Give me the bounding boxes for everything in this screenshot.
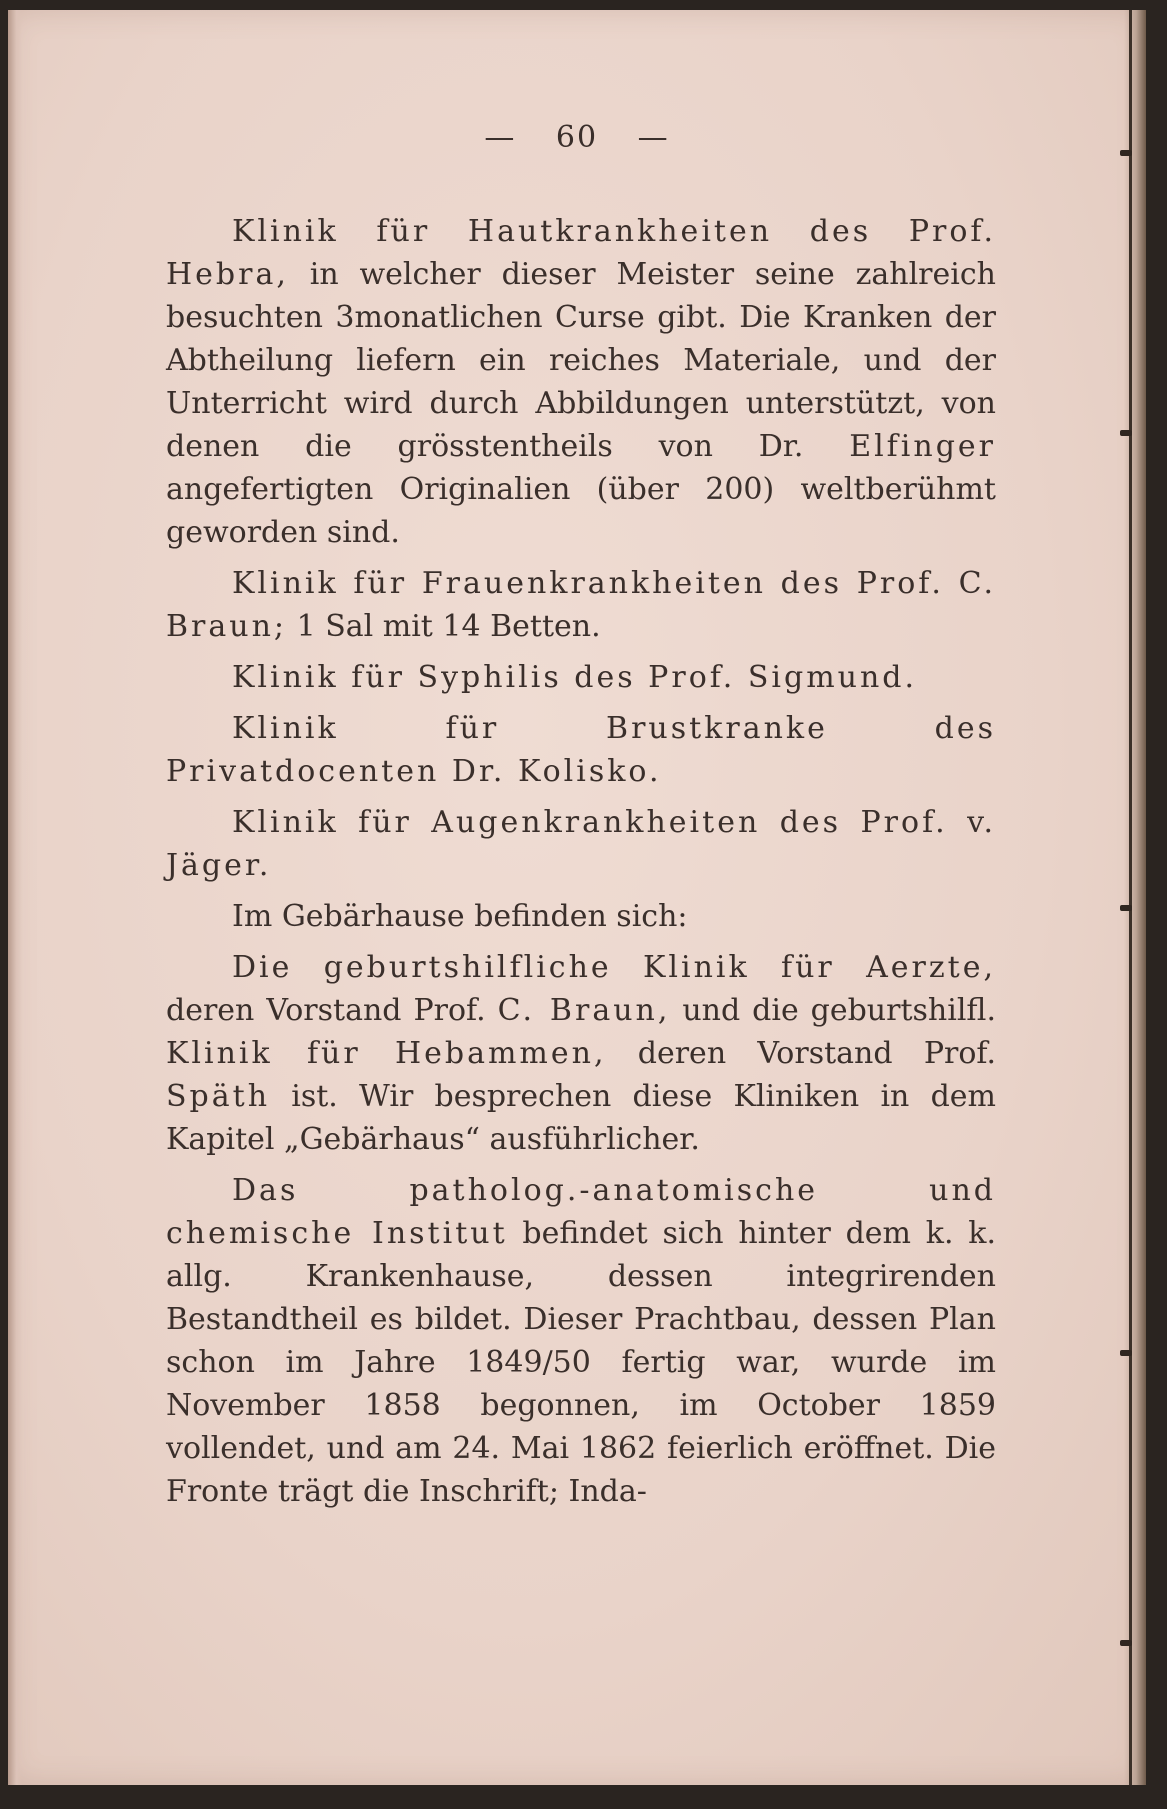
- paragraph: [166, 656, 996, 699]
- paragraph-text: befindet sich hinter dem k. k. allg. Krankenhause, dessen integrirenden Bestandtheil es bildet. Dieser Prachtbau, dessen Plan schon im Jahre 1849/50 fertig war, wurde im November 1858 begonnen, im October 1859 vollendet, und am 24. Mai 1862 feierlich eröffnet. Die Fronte trägt die Inschrift; Inda-: [166, 1216, 996, 1509]
- clinic-name: Klinik für Hebammen,: [166, 1036, 607, 1071]
- paragraph: [166, 562, 996, 648]
- clinic-name: Klinik für Hautkrankheiten des Prof. Hebra,: [166, 214, 996, 292]
- person-name: C. Braun,: [497, 993, 671, 1028]
- header-dash-left: —: [484, 120, 517, 155]
- page-header: [8, 120, 1146, 155]
- person-name: Späth: [166, 1079, 271, 1114]
- paragraph-text: in welcher dieser Meister seine zahlreich besuchten 3monatlichen Curse gibt. Die Kranken der Abtheilung liefern ein reiches Materiale, und der Unterricht wird durch Abbildungen unterstützt, von denen die grösstentheils von Dr.: [166, 257, 996, 464]
- paragraph-text: deren Vorstand Prof.: [606, 1036, 996, 1071]
- binding-line: [1129, 10, 1132, 1785]
- institute-name: Das patholog.-anatomische und chemische Institut: [166, 1173, 996, 1251]
- clinic-name: Klinik für Brustkranke des Privatdocenten Dr. Kolisko.: [166, 711, 996, 789]
- page-right-edge: [1124, 10, 1146, 1785]
- paragraph-text: Im Gebärhause befinden sich:: [232, 899, 688, 934]
- paragraph: [166, 946, 996, 1161]
- clinic-name: Klinik für Syphilis des Prof. Sigmund.: [232, 660, 918, 695]
- page-number: 60: [555, 120, 599, 155]
- binding-stitch: [1120, 1350, 1132, 1356]
- clinic-name: Klinik für Frauenkrankheiten des Prof. C. Braun;: [166, 566, 996, 644]
- paragraph: [166, 1169, 996, 1513]
- binding-stitch: [1120, 1640, 1132, 1646]
- binding-stitch: [1120, 905, 1132, 911]
- binding-stitch: [1120, 430, 1132, 436]
- paragraph-text: ist. Wir besprechen diese Kliniken in dem Kapitel „Gebärhaus“ ausführlicher.: [166, 1079, 996, 1157]
- paragraph: [166, 895, 996, 938]
- clinic-name: Klinik für Augenkrankheiten des Prof. v. Jäger.: [166, 805, 996, 883]
- paragraph: [166, 210, 996, 554]
- paragraph-text: deren Vorstand Prof.: [166, 993, 498, 1028]
- paragraph-text: und die geburtshilfl.: [670, 993, 996, 1028]
- page-body: [166, 210, 996, 1515]
- paragraph-text: angefertigten Originalien (über 200) weltberühmt geworden sind.: [166, 472, 996, 550]
- paragraph-text: 1 Sal mit 14 Betten.: [287, 609, 601, 644]
- person-name: Elfinger: [849, 429, 996, 464]
- book-page: [8, 10, 1146, 1785]
- clinic-name: Die geburtshilfliche Klinik für Aerzte,: [232, 950, 996, 985]
- page-left-edge: [8, 10, 22, 1785]
- paragraph: [166, 707, 996, 793]
- paragraph: [166, 801, 996, 887]
- header-dash-right: —: [637, 120, 670, 155]
